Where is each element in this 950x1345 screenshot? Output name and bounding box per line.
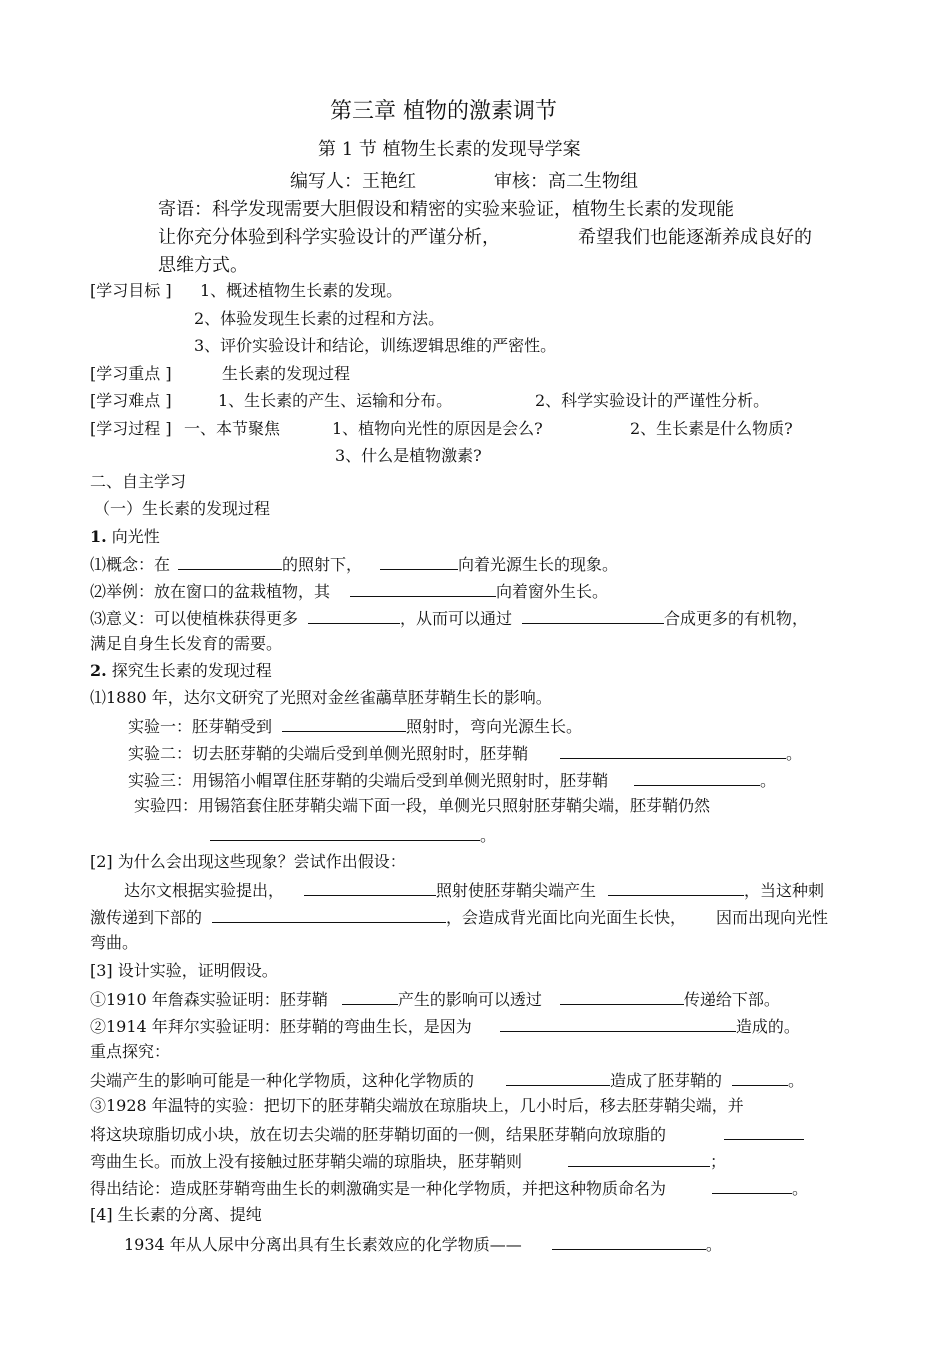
difficulty-1: 1、生长素的产生、运输和分布。 <box>218 391 453 410</box>
blank-field[interactable] <box>608 879 744 896</box>
blank-field[interactable] <box>342 988 398 1005</box>
hypothesis-line-3: 弯曲。 <box>90 933 139 952</box>
goal-3: 3、评价实验设计和结论，训练逻辑思维的严密性。 <box>194 336 557 355</box>
motto-line-1: 寄语：科学发现需要大胆假设和精密的实验来验证，植物生长素的发现能 <box>158 199 734 220</box>
went-line-3: 弯曲生长。而放上没有接触过胚芽鞘尖端的琼脂块，胚芽鞘则 ； <box>90 1152 727 1171</box>
blank-field[interactable] <box>210 824 480 841</box>
section-2-heading: 二、自主学习 <box>90 472 187 491</box>
motto-line-2b: 希望我们也能逐渐养成良好的 <box>578 227 812 248</box>
subsection-1-heading: （一）生长素的发现过程 <box>94 499 271 518</box>
phototropism-meaning-cont: 满足自身生长发育的需要。 <box>90 634 283 653</box>
blank-field[interactable] <box>724 1123 804 1140</box>
blank-field[interactable] <box>304 879 436 896</box>
process-question-2: 2、生长素是什么物质? <box>630 419 793 438</box>
section-subtitle: 第 1 节 植物生长素的发现导学案 <box>318 139 581 160</box>
author: 编写人：王艳红 <box>290 171 416 192</box>
focus-label: [学习重点 ] <box>90 364 172 383</box>
blank-field[interactable] <box>522 607 664 624</box>
process-part: 一、本节聚焦 <box>184 419 281 438</box>
focus-text: 生长素的发现过程 <box>222 364 351 383</box>
phototropism-concept: ⑴概念：在 的照射下， 向着光源生长的现象。 <box>90 555 619 574</box>
phototropism-heading: 1. 向光性 <box>90 527 160 546</box>
blank-field[interactable] <box>568 1150 710 1167</box>
blank-field[interactable] <box>308 607 400 624</box>
darwin-study: ⑴1880 年，达尔文研究了光照对金丝雀虉草胚芽鞘生长的影响。 <box>90 688 552 707</box>
experiment-2: 实验二：切去胚芽鞘的尖端后受到单侧光照射时，胚芽鞘 。 <box>128 744 803 763</box>
paal-line: ②1914 年拜尔实验证明：胚芽鞘的弯曲生长，是因为 造成的。 <box>90 1017 800 1036</box>
blank-field[interactable] <box>500 1015 736 1032</box>
blank-field[interactable] <box>634 769 760 786</box>
process-question-3: 3、什么是植物激素? <box>335 446 482 465</box>
reviewer: 审核：高二生物组 <box>494 171 638 192</box>
blank-field[interactable] <box>732 1069 788 1086</box>
key-exploration-line: 尖端产生的影响可能是一种化学物质，这种化学物质的 造成了胚芽鞘的 。 <box>90 1071 805 1090</box>
goals-label: [学习目标 ] <box>90 281 172 300</box>
experiment-1: 实验一：胚芽鞘受到 照射时，弯向光源生长。 <box>128 717 583 736</box>
blank-field[interactable] <box>178 553 282 570</box>
hypothesis-line-2: 激传递到下部的 ，会造成背光面比向光面生长快， 因而出现向光性 <box>90 908 829 927</box>
went-line-2: 将这块琼脂切成小块，放在切去尖端的胚芽鞘切面的一侧，结果胚芽鞘向放琼脂的 <box>90 1123 804 1145</box>
experiment-3: 实验三：用锡箔小帽罩住胚芽鞘的尖端后受到单侧光照射时，胚芽鞘 。 <box>128 771 777 790</box>
experiment-4-answer: 。 <box>210 824 496 846</box>
conclusion-line: 得出结论：造成胚芽鞘弯曲生长的刺激确实是一种化学物质，并把这种物质命名为 。 <box>90 1179 809 1198</box>
blank-field[interactable] <box>712 1177 792 1194</box>
blank-field[interactable] <box>552 1233 706 1250</box>
motto-line-3: 思维方式。 <box>158 255 248 276</box>
boysen-jensen-line: ①1910 年詹森实验证明：胚芽鞘 产生的影响可以透过 传递给下部。 <box>90 990 780 1009</box>
went-line-1: ③1928 年温特的实验：把切下的胚芽鞘尖端放在琼脂块上，几小时后，移去胚芽鞘尖端，并 <box>90 1096 744 1115</box>
isolation-line: 1934 年从人尿中分离出具有生长素效应的化学物质—— 。 <box>124 1235 722 1254</box>
goal-2: 2、体验发现生长素的过程和方法。 <box>194 309 445 328</box>
blank-field[interactable] <box>560 988 684 1005</box>
goal-1: 1、概述植物生长素的发现。 <box>200 281 403 300</box>
process-label: [学习过程 ] <box>90 419 172 438</box>
explore-heading: 2. 探究生长素的发现过程 <box>90 661 272 680</box>
process-question-1: 1、植物向光性的原因是会么? <box>332 419 543 438</box>
phototropism-meaning: ⑶意义：可以使植株获得更多 ，从而可以通过 合成更多的有机物， <box>90 609 809 628</box>
experiment-4: 实验四：用锡箔套住胚芽鞘尖端下面一段，单侧光只照射胚芽鞘尖端，胚芽鞘仍然 <box>134 796 711 815</box>
hypothesis-line-1: 达尔文根据实验提出， 照射使胚芽鞘尖端产生 ，当这种刺 <box>124 881 825 900</box>
difficulty-label: [学习难点 ] <box>90 391 172 410</box>
design-heading: [3] 设计实验，证明假设。 <box>90 961 278 980</box>
isolation-heading: [4] 生长素的分离、提纯 <box>90 1205 262 1224</box>
key-exploration-heading: 重点探究： <box>90 1042 171 1061</box>
difficulty-2: 2、科学实验设计的严谨性分析。 <box>535 391 770 410</box>
blank-field[interactable] <box>560 742 786 759</box>
hypothesis-heading: [2] 为什么会出现这些现象？尝试作出假设： <box>90 852 406 871</box>
chapter-title: 第三章 植物的激素调节 <box>330 99 557 124</box>
blank-field[interactable] <box>506 1069 610 1086</box>
phototropism-example: ⑵举例：放在窗口的盆栽植物，其 向着窗外生长。 <box>90 582 609 601</box>
blank-field[interactable] <box>350 580 496 597</box>
blank-field[interactable] <box>212 906 446 923</box>
motto-line-2a: 让你充分体验到科学实验设计的严谨分析， <box>158 227 500 248</box>
blank-field[interactable] <box>380 553 458 570</box>
blank-field[interactable] <box>282 715 406 732</box>
